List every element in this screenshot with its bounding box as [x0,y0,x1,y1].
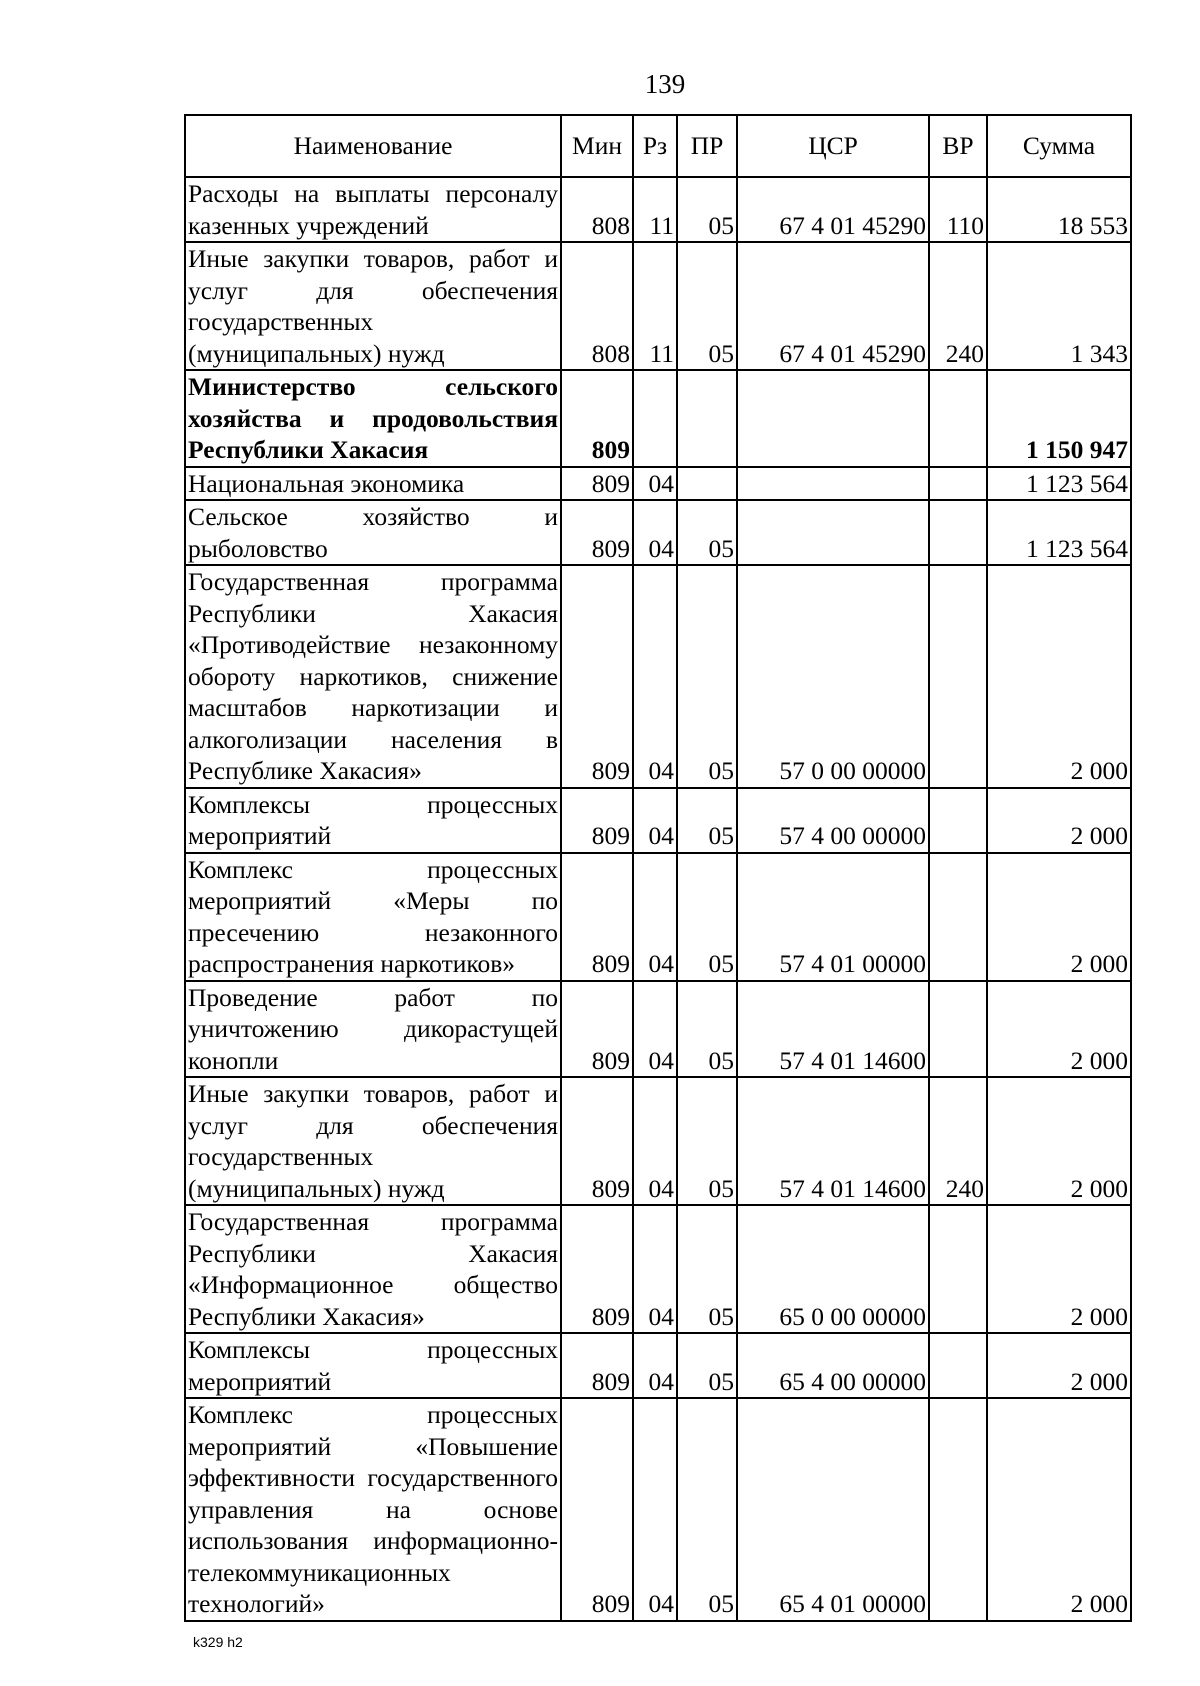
cell-min: 808 [561,242,633,370]
cell-pr: 05 [677,1077,737,1205]
cell-min: 809 [561,1205,633,1333]
cell-min: 809 [561,467,633,501]
cell-pr: 05 [677,177,737,242]
cell-vr [929,500,987,565]
cell-csr: 67 4 01 45290 [737,177,929,242]
cell-name: Иные закупки товаров, работ и услуг для обеспечения государственных (муниципальных) нужд [185,242,561,370]
cell-name: Расходы на выплаты персоналу казенных учреждений [185,177,561,242]
cell-min: 809 [561,1398,633,1621]
cell-sum: 2 000 [987,853,1131,981]
cell-pr: 05 [677,500,737,565]
header-csr: ЦСР [737,115,929,177]
cell-rz: 04 [633,467,677,501]
cell-csr [737,467,929,501]
cell-rz: 04 [633,1077,677,1205]
cell-sum: 1 150 947 [987,370,1131,467]
header-name: Наименование [185,115,561,177]
cell-min: 809 [561,565,633,788]
cell-csr: 57 0 00 00000 [737,565,929,788]
cell-sum: 2 000 [987,981,1131,1078]
cell-name: Комплекс процессных мероприятий «Повышение эффективности государственного управления на основе использования информационно-телекоммуникационных технологий» [185,1398,561,1621]
cell-pr: 05 [677,1398,737,1621]
cell-min: 808 [561,177,633,242]
cell-rz: 11 [633,177,677,242]
table-row [185,981,1131,1078]
cell-csr: 65 0 00 00000 [737,1205,929,1333]
cell-csr: 57 4 01 14600 [737,981,929,1078]
cell-vr [929,1398,987,1621]
cell-sum: 2 000 [987,1333,1131,1398]
cell-sum: 2 000 [987,1205,1131,1333]
cell-vr [929,1205,987,1333]
header-min: Мин [561,115,633,177]
cell-rz: 04 [633,1333,677,1398]
page-number: 139 [644,69,686,99]
cell-vr [929,467,987,501]
cell-sum: 2 000 [987,1077,1131,1205]
cell-min: 809 [561,853,633,981]
cell-name: Комплекс процессных мероприятий «Меры по пресечению незаконного распространения наркотиков» [185,853,561,981]
table-row [185,1077,1131,1205]
table-header-row [185,115,1131,177]
cell-min: 809 [561,1077,633,1205]
cell-pr: 05 [677,1205,737,1333]
cell-vr [929,1333,987,1398]
cell-vr [929,853,987,981]
table-body [185,177,1131,1621]
cell-csr: 65 4 00 00000 [737,1333,929,1398]
cell-sum: 1 123 564 [987,467,1131,501]
cell-min: 809 [561,1333,633,1398]
cell-csr: 57 4 01 14600 [737,1077,929,1205]
cell-sum: 2 000 [987,788,1131,853]
cell-rz: 04 [633,500,677,565]
cell-pr: 05 [677,853,737,981]
cell-vr [929,370,987,467]
cell-rz: 04 [633,1398,677,1621]
table-row [185,788,1131,853]
cell-vr [929,981,987,1078]
cell-name: Комплексы процессных мероприятий [185,1333,561,1398]
cell-min: 809 [561,981,633,1078]
cell-csr: 67 4 01 45290 [737,242,929,370]
cell-name: Комплексы процессных мероприятий [185,788,561,853]
cell-vr: 240 [929,1077,987,1205]
cell-csr [737,500,929,565]
table-row [185,242,1131,370]
cell-name: Проведение работ по уничтожению дикорастущей конопли [185,981,561,1078]
header-rz: Рз [633,115,677,177]
cell-vr: 110 [929,177,987,242]
table-row [185,177,1131,242]
cell-rz: 04 [633,1205,677,1333]
cell-vr: 240 [929,242,987,370]
cell-name: Сельское хозяйство и рыболовство [185,500,561,565]
cell-name: Министерство сельского хозяйства и продовольствия Республики Хакасия [185,370,561,467]
cell-pr [677,370,737,467]
table-row [185,1398,1131,1621]
cell-rz: 04 [633,981,677,1078]
header-vr: ВР [929,115,987,177]
table-row [185,1205,1131,1333]
cell-min: 809 [561,788,633,853]
cell-sum: 18 553 [987,177,1131,242]
table-row [185,500,1131,565]
cell-rz: 11 [633,242,677,370]
header-pr: ПР [677,115,737,177]
cell-rz: 04 [633,565,677,788]
table-row [185,853,1131,981]
cell-min: 809 [561,370,633,467]
cell-vr [929,788,987,853]
cell-pr: 05 [677,981,737,1078]
header-sum: Сумма [987,115,1131,177]
table-row [185,1333,1131,1398]
cell-csr: 57 4 01 00000 [737,853,929,981]
cell-name: Национальная экономика [185,467,561,501]
footer-code: k329 h2 [193,1634,243,1650]
cell-name: Государственная программа Республики Хакасия «Противодействие незаконному обороту наркотиков, снижение масштабов наркотизации и алкоголизации населения в Республике Хакасия» [185,565,561,788]
cell-csr: 65 4 01 00000 [737,1398,929,1621]
cell-pr: 05 [677,242,737,370]
cell-csr: 57 4 00 00000 [737,788,929,853]
table-row [185,565,1131,788]
table-row [185,370,1131,467]
cell-min: 809 [561,500,633,565]
cell-rz [633,370,677,467]
cell-pr: 05 [677,788,737,853]
cell-name: Иные закупки товаров, работ и услуг для обеспечения государственных (муниципальных) нужд [185,1077,561,1205]
cell-sum: 2 000 [987,565,1131,788]
cell-rz: 04 [633,788,677,853]
cell-sum: 1 343 [987,242,1131,370]
cell-name: Государственная программа Республики Хакасия «Информационное общество Республики Хакасия» [185,1205,561,1333]
cell-pr [677,467,737,501]
cell-sum: 1 123 564 [987,500,1131,565]
cell-sum: 2 000 [987,1398,1131,1621]
cell-pr: 05 [677,565,737,788]
cell-pr: 05 [677,1333,737,1398]
table-row [185,467,1131,501]
cell-vr [929,565,987,788]
budget-table [184,114,1132,1622]
cell-rz: 04 [633,853,677,981]
cell-csr [737,370,929,467]
